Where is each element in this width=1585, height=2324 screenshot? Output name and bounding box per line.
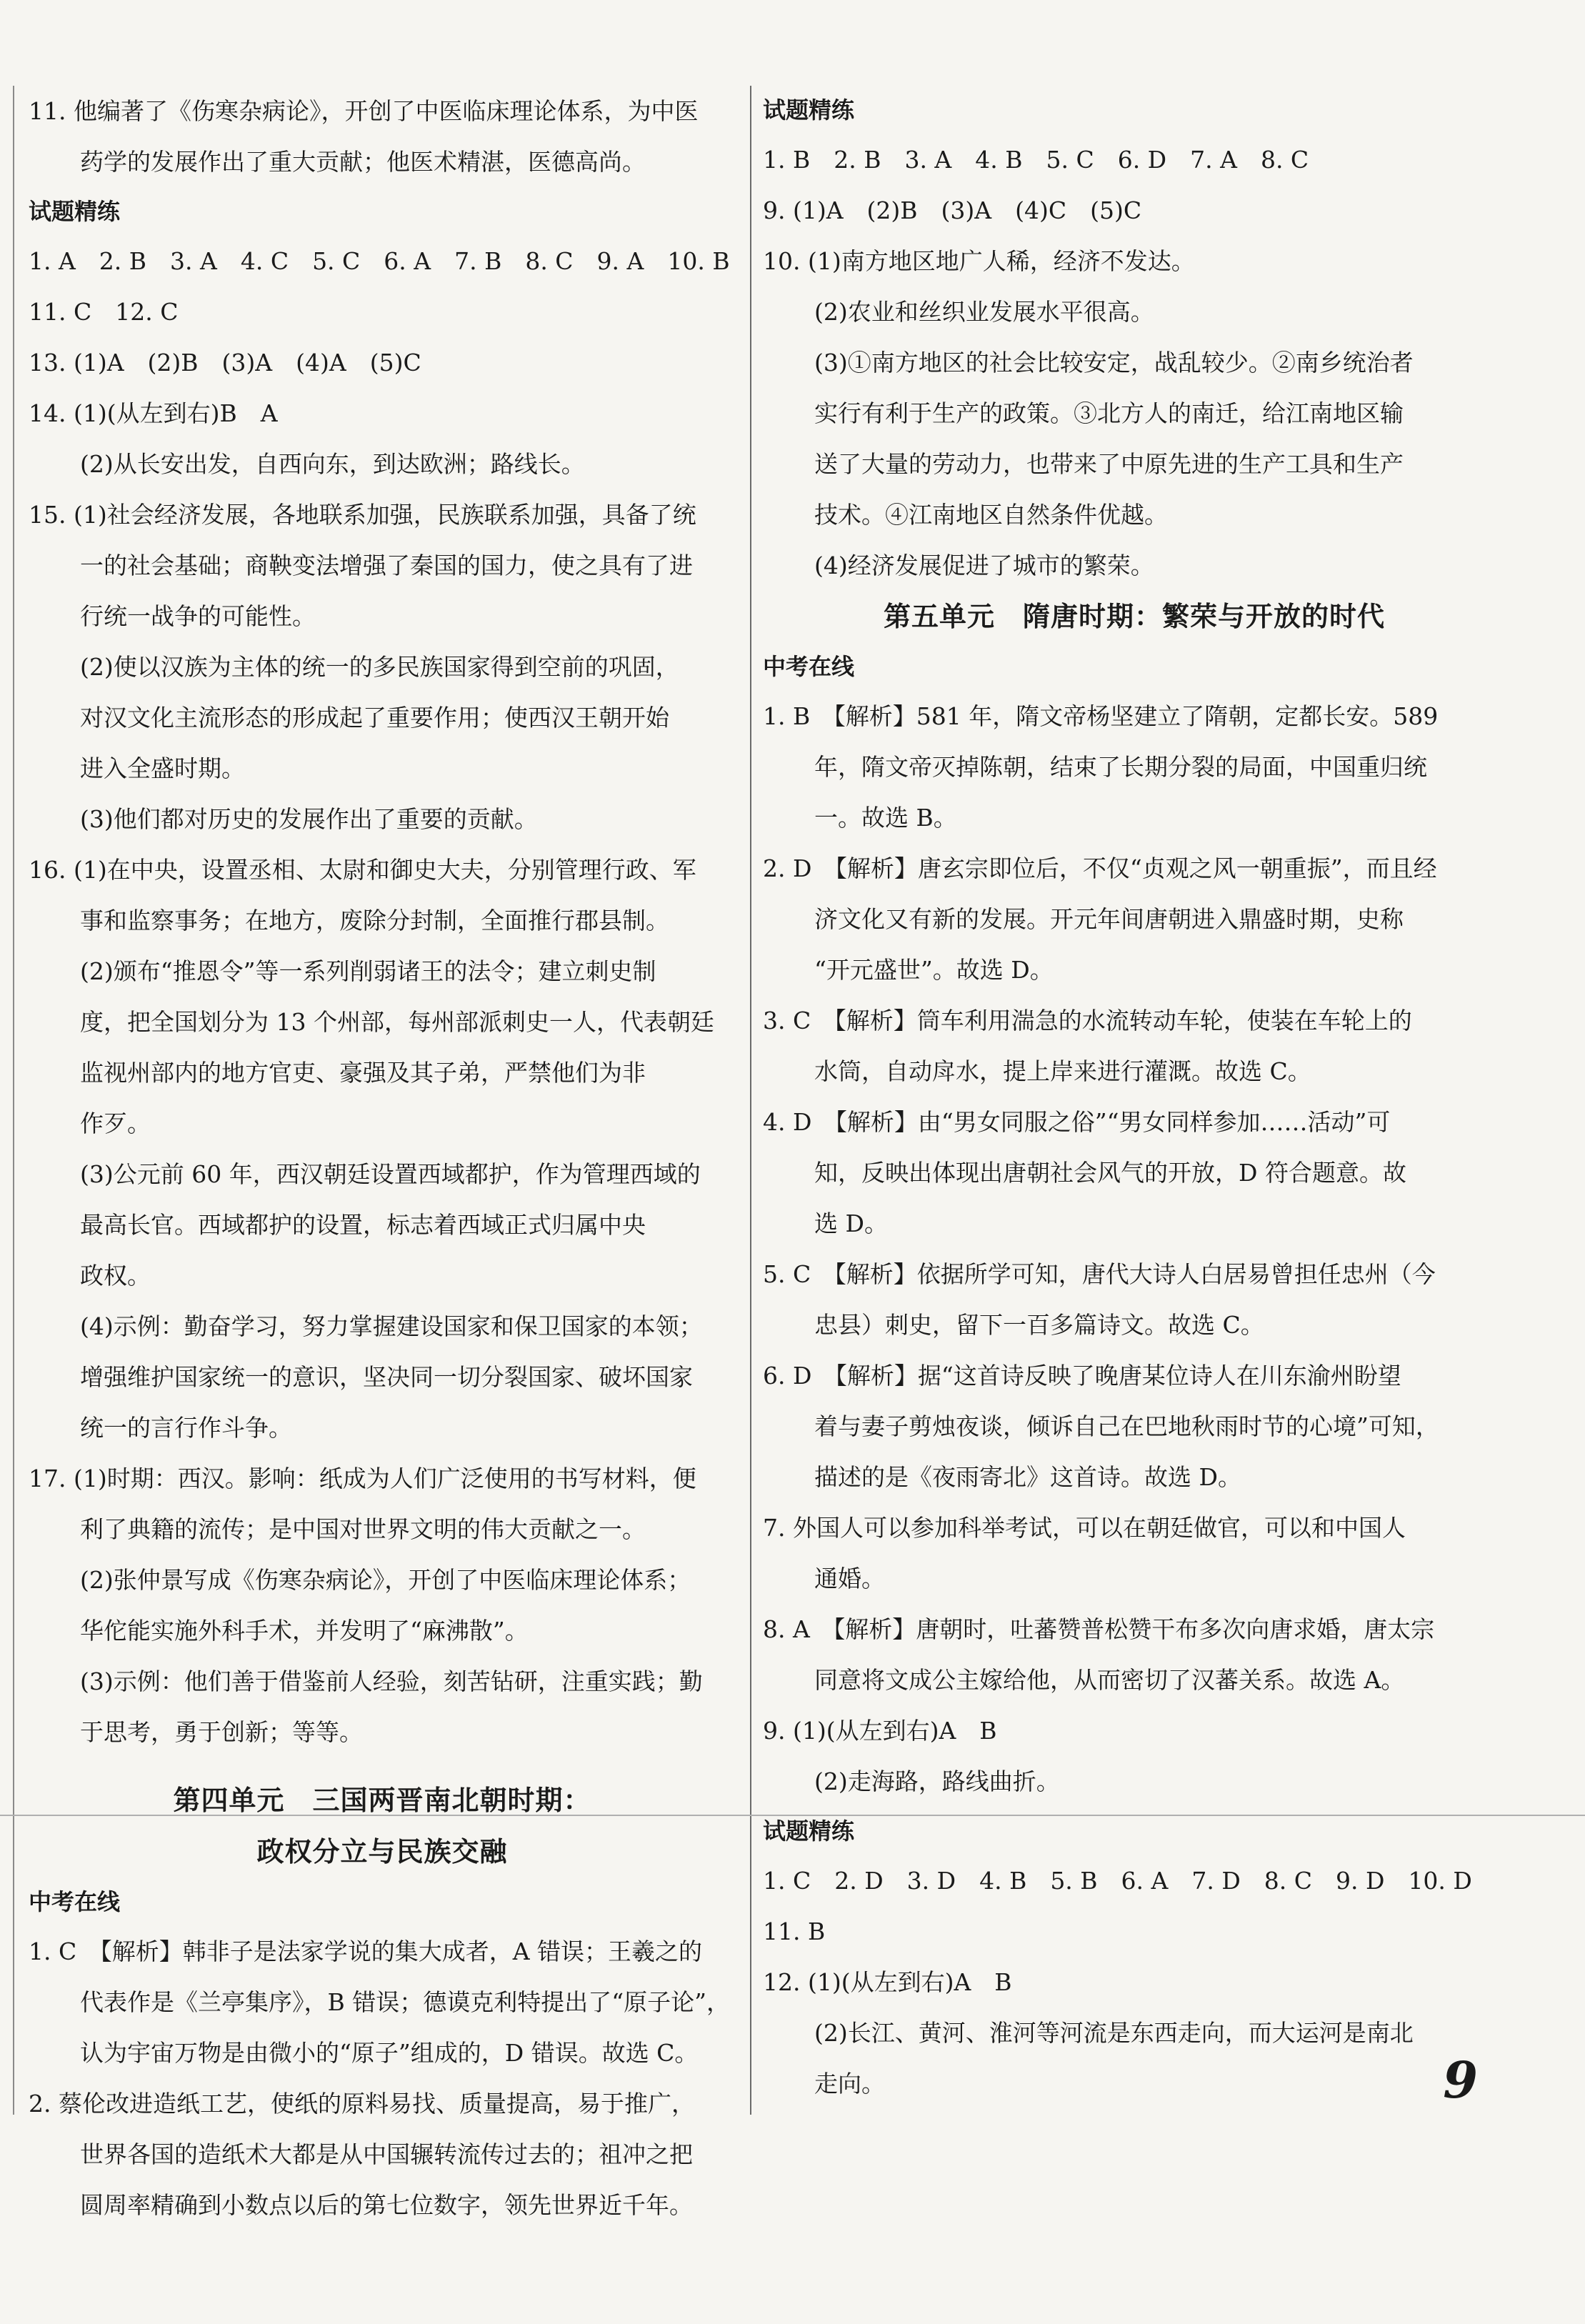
- answer-line: 7. 外国人可以参加科举考试，可以在朝廷做官，可以和中国人: [763, 1514, 1406, 1542]
- answer-line: 送了大量的劳动力，也带来了中原先进的生产工具和生产: [814, 450, 1404, 478]
- answer-line: 10. (1)南方地区地广人稀，经济不发达。: [763, 247, 1195, 275]
- answer-line: 政权。: [80, 1262, 151, 1290]
- answer-line: (4)经济发展促进了城市的繁荣。: [814, 552, 1154, 579]
- answer-line: 描述的是《夜雨寄北》这首诗。故选 D。: [814, 1463, 1241, 1491]
- answer-line: 3. C 【解析】筒车利用湍急的水流转动车轮，使装在车轮上的: [763, 1007, 1412, 1034]
- page-number: 9: [1443, 2050, 1478, 2110]
- answer-line: 着与妻子剪烛夜谈，倾诉自己在巴地秋雨时节的心境”可知，: [814, 1412, 1439, 1440]
- answer-line: 度，把全国划分为 13 个州部，每州部派刺史一人，代表朝廷: [80, 1008, 714, 1036]
- answer-line: (2)走海路，路线曲折。: [814, 1767, 1060, 1795]
- section-heading: 试题精练: [763, 96, 855, 124]
- column-divider: [750, 86, 751, 2115]
- answer-line: 水筒，自动戽水，提上岸来进行灌溉。故选 C。: [814, 1057, 1311, 1085]
- answer-line: 5. C 【解析】依据所学可知，唐代大诗人白居易曾担任忠州（今: [763, 1260, 1436, 1288]
- answer-line: 11. C 12. C: [29, 298, 179, 326]
- unit-title: 政权分立与民族交融: [256, 1836, 508, 1867]
- answer-line: 作歹。: [80, 1109, 151, 1137]
- answer-line: 实行有利于生产的政策。③北方人的南迁，给江南地区输: [814, 399, 1404, 427]
- left-column: [29, 86, 736, 2230]
- answer-line: 知，反映出体现出唐朝社会风气的开放，D 符合题意。故: [814, 1159, 1406, 1187]
- answer-line: 1. A 2. B 3. A 4. C 5. C 6. A 7. B 8. C 9. A 10. B: [29, 247, 730, 275]
- answer-line: (2)使以汉族为主体的统一的多民族国家得到空前的巩固，: [80, 653, 679, 681]
- section-heading: 试题精练: [763, 1817, 855, 1845]
- section-heading: 中考在线: [29, 1888, 121, 1915]
- unit-title: 第四单元 三国两晋南北朝时期：: [173, 1785, 591, 1816]
- answer-line: 13. (1)A (2)B (3)A (4)A (5)C: [29, 349, 421, 376]
- answer-line: 统一的言行作斗争。: [80, 1414, 292, 1442]
- answer-line: 1. C 2. D 3. D 4. B 5. B 6. A 7. D 8. C 9. D 10. D: [763, 1867, 1472, 1895]
- left-margin-rule: [13, 86, 14, 2115]
- answer-line: 最高长官。西域都护的设置，标志着西域正式归属中央: [80, 1211, 646, 1239]
- answer-line: (2)颁布“推恩令”等一系列削弱诸王的法令；建立刺史制: [80, 957, 656, 985]
- answer-line: 于思考，勇于创新；等等。: [80, 1718, 363, 1746]
- answer-line: 通婚。: [814, 1565, 885, 1592]
- answer-line: 15. (1)社会经济发展，各地联系加强，民族联系加强，具备了统: [29, 501, 696, 529]
- answer-line: 增强维护国家统一的意识，坚决同一切分裂国家、破坏国家: [80, 1363, 693, 1391]
- answer-line: 16. (1)在中央，设置丞相、太尉和御史大夫，分别管理行政、军: [29, 856, 696, 884]
- answer-line: 事和监察事务；在地方，废除分封制，全面推行郡县制。: [80, 907, 669, 934]
- answer-line: 1. B 【解析】581 年，隋文帝杨坚建立了隋朝，定都长安。589: [763, 702, 1439, 730]
- answer-line: (2)从长安出发，自西向东，到达欧洲；路线长。: [80, 450, 585, 478]
- answer-line: 技术。④江南地区自然条件优越。: [814, 501, 1168, 529]
- unit-title: 第五单元 隋唐时期：繁荣与开放的时代: [883, 601, 1385, 632]
- answer-line: “开元盛世”。故选 D。: [814, 956, 1054, 984]
- answer-line: 4. D 【解析】由“男女同服之俗”“男女同样参加……活动”可: [763, 1108, 1391, 1136]
- answer-line: 11. B: [763, 1917, 826, 1945]
- answer-line: 华佗能实施外科手术，并发明了“麻沸散”。: [80, 1617, 529, 1645]
- answer-line: 9. (1)A (2)B (3)A (4)C (5)C: [763, 196, 1142, 224]
- answer-line: (4)示例：勤奋学习，努力掌握建设国家和保卫国家的本领；: [80, 1312, 703, 1340]
- answer-line: 2. 蔡伦改进造纸工艺，使纸的原料易找、质量提高，易于推广，: [29, 2090, 695, 2118]
- answer-line: 1. B 2. B 3. A 4. B 5. C 6. D 7. A 8. C: [763, 146, 1309, 174]
- answer-line: 世界各国的造纸术大都是从中国辗转流传过去的；祖冲之把: [80, 2140, 693, 2168]
- answer-line: 1. C 【解析】韩非子是法家学说的集大成者，A 错误；王羲之的: [29, 1938, 703, 1965]
- answer-line: 14. (1)(从左到右)B A: [29, 399, 278, 427]
- answer-line: (3)公元前 60 年，西汉朝廷设置西域都护，作为管理西域的: [80, 1160, 701, 1188]
- answer-line: 认为宇宙万物是由微小的“原子”组成的，D 错误。故选 C。: [80, 2039, 699, 2067]
- section-heading: 试题精练: [29, 198, 121, 225]
- answer-line: 行统一战争的可能性。: [80, 602, 316, 630]
- answer-line: 监视州部内的地方官吏、豪强及其子弟，严禁他们为非: [80, 1059, 646, 1087]
- answer-line: 走向。: [814, 2070, 885, 2098]
- answer-line: 年，隋文帝灭掉陈朝，结束了长期分裂的局面，中国重归统: [814, 753, 1427, 781]
- answer-line: 9. (1)(从左到右)A B: [763, 1717, 997, 1745]
- answer-line: (2)张仲景写成《伤寒杂病论》，开创了中医临床理论体系；: [80, 1566, 691, 1594]
- answer-line: 8. A 【解析】唐朝时，吐蕃赞普松赞干布多次向唐求婚，唐太宗: [763, 1615, 1435, 1643]
- answer-line: 进入全盛时期。: [80, 754, 245, 782]
- answer-line: 药学的发展作出了重大贡献；他医术精湛，医德高尚。: [80, 148, 646, 176]
- answer-line: (3)①南方地区的社会比较安定，战乱较少。②南乡统治者: [814, 349, 1414, 376]
- answer-line: 2. D 【解析】唐玄宗即位后，不仅“贞观之风一朝重振”，而且经: [763, 854, 1437, 882]
- answer-line: 忠县）刺史，留下一百多篇诗文。故选 C。: [814, 1311, 1264, 1339]
- answer-line: (3)示例：他们善于借鉴前人经验，刻苦钻研，注重实践；勤: [80, 1667, 703, 1695]
- answer-line: 代表作是《兰亭集序》，B 错误；德谟克利特提出了“原子论”，: [80, 1988, 730, 2016]
- answer-line: (2)长江、黄河、淮河等河流是东西走向，而大运河是南北: [814, 2019, 1414, 2047]
- answer-line: 6. D 【解析】据“这首诗反映了晚唐某位诗人在川东渝州盼望: [763, 1362, 1401, 1390]
- answer-line: 11. 他编著了《伤寒杂病论》，开创了中医临床理论体系，为中医: [29, 97, 699, 125]
- answer-line: 一的社会基础；商鞅变法增强了秦国的国力，使之具有了进: [80, 552, 693, 579]
- answer-line: 一。故选 B。: [814, 804, 957, 832]
- section-heading: 中考在线: [763, 653, 855, 680]
- answer-line: (2)农业和丝织业发展水平很高。: [814, 298, 1154, 326]
- right-column: [763, 86, 1506, 2109]
- answer-line: 圆周率精确到小数点以后的第七位数字，领先世界近千年。: [80, 2191, 693, 2219]
- answer-line: 12. (1)(从左到右)A B: [763, 1968, 1012, 1996]
- answer-line: 对汉文化主流形态的形成起了重要作用；使西汉王朝开始: [80, 704, 669, 732]
- answer-line: 济文化又有新的发展。开元年间唐朝进入鼎盛时期，史称: [814, 905, 1404, 933]
- answer-line: (3)他们都对历史的发展作出了重要的贡献。: [80, 805, 538, 833]
- answer-line: 17. (1)时期：西汉。影响：纸成为人们广泛使用的书写材料，便: [29, 1465, 696, 1492]
- answer-line: 利了典籍的流传；是中国对世界文明的伟大贡献之一。: [80, 1515, 646, 1543]
- answer-line: 同意将文成公主嫁给他，从而密切了汉蕃关系。故选 A。: [814, 1666, 1405, 1694]
- answer-line: 选 D。: [814, 1210, 888, 1237]
